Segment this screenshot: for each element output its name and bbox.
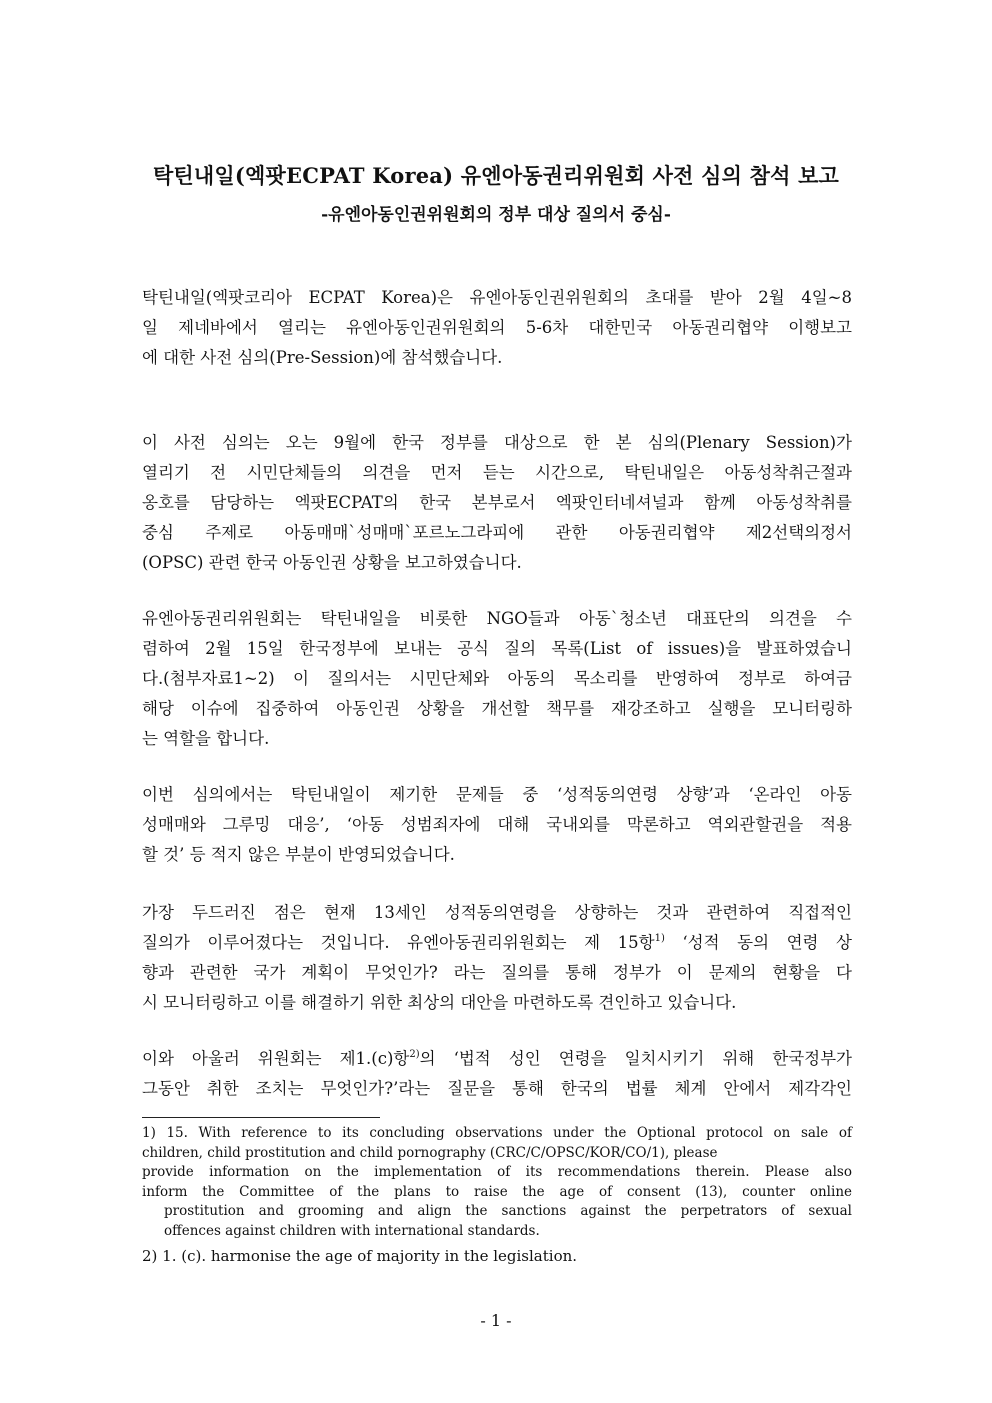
paragraph-4 bbox=[142, 780, 852, 870]
text-line: 중심 주제로 아동매매`성매매`포르노그라피에 관한 아동권리협약 제2선택의정서 bbox=[142, 523, 852, 542]
text-segment: 이와 아울러 위원회는 제1.(c)항 bbox=[142, 1049, 410, 1068]
page-number: - 1 - bbox=[480, 1311, 512, 1330]
document-subtitle: -유엔아동인권위원회의 정부 대상 질의서 중심- bbox=[321, 205, 671, 225]
text-line: 가장 두드러진 점은 현재 13세인 성적동의연령을 상향하는 것과 관련하여 직접적인 bbox=[142, 903, 852, 922]
footnote-divider bbox=[142, 1117, 380, 1118]
text-line: 시 모니터링하고 이를 해결하기 위한 최상의 대안을 마련하도록 견인하고 있습니다. bbox=[142, 993, 737, 1012]
text-line: 할 것’ 등 적지 않은 부분이 반영되었습니다. bbox=[142, 845, 455, 864]
text-line: 이 사전 심의는 오는 9월에 한국 정부를 대상으로 한 본 심의(Plenary Session)가 bbox=[142, 433, 852, 452]
footnote-1-line: prostitution and grooming and align the sanctions against the perpetrators of sexual bbox=[164, 1203, 852, 1219]
text-line: 일 제네바에서 열리는 유엔아동인권위원회의 5-6차 대한민국 아동권리협약 이행보고 bbox=[142, 318, 852, 337]
footnote-1-line: 1) 15. With reference to its concluding observations under the Optional protocol on sale of bbox=[142, 1125, 852, 1141]
text-line: 옹호를 담당하는 엑팟ECPAT의 한국 본부로서 엑팟인터네셔널과 함께 아동성착취를 bbox=[142, 493, 852, 512]
footnote-1-line: offences against children with international standards. bbox=[164, 1222, 540, 1239]
text-line: 탁틴내일(엑팟코리아 ECPAT Korea)은 유엔아동인권위원회의 초대를 받아 2월 4일~8 bbox=[142, 288, 852, 307]
text-line: 다.(첨부자료1~2) 이 질의서는 시민단체와 아동의 목소리를 반영하여 정부로 하여금 bbox=[142, 669, 852, 688]
footnote-1-line: inform the Committee of the plans to raise the age of consent (13), counter online bbox=[142, 1183, 852, 1200]
footnote-2: 2) 1. (c). harmonise the age of majority in the legislation. bbox=[142, 1247, 578, 1265]
text-line: 해당 이슈에 집중하여 아동인권 상황을 개선할 책무를 재강조하고 실행을 모니터링하 bbox=[142, 699, 852, 718]
text-segment: 의 ‘법적 성인 연령을 일치시키기 위해 한국정부가 bbox=[419, 1049, 852, 1068]
text-line: 이번 심의에서는 탁틴내일이 제기한 문제들 중 ‘성적동의연령 상향’과 ‘온라인 아동 bbox=[142, 785, 852, 804]
footnote-ref-2[interactable]: 2) bbox=[409, 1049, 420, 1060]
text-line: 성매매와 그루밍 대응’, ‘아동 성범죄자에 대해 국내외를 막론하고 역외관할권을 적용 bbox=[142, 815, 852, 834]
text-line: 그동안 취한 조치는 무엇인가?’라는 질문을 통해 한국의 법률 체계 안에서 제각각인 bbox=[142, 1079, 852, 1098]
text-line-with-footnote-ref bbox=[142, 928, 852, 958]
footnote-1-line: provide information on the implementation of its recommendations therein. Please also bbox=[142, 1164, 852, 1180]
document-title: 탁틴내일(엑팟ECPAT Korea) 유엔아동권리위원회 사전 심의 참석 보고 bbox=[152, 163, 840, 188]
text-line: 는 역할을 합니다. bbox=[142, 729, 270, 748]
paragraph-5 bbox=[142, 898, 852, 1018]
paragraph-1 bbox=[142, 283, 852, 373]
text-line: 렴하여 2월 15일 한국정부에 보내는 공식 질의 목록(List of issues)을 발표하였습니 bbox=[142, 639, 852, 658]
text-line-with-footnote-ref bbox=[142, 1044, 852, 1074]
text-line: (OPSC) 관련 한국 아동인권 상황을 보고하였습니다. bbox=[142, 553, 522, 572]
text-line: 에 대한 사전 심의(Pre-Session)에 참석했습니다. bbox=[142, 348, 503, 367]
text-line: 유엔아동권리위원회는 탁틴내일을 비롯한 NGO들과 아동`청소년 대표단의 의견을 수 bbox=[142, 609, 852, 628]
paragraph-6 bbox=[142, 1044, 852, 1104]
text-segment: ‘성적 동의 연령 상 bbox=[664, 933, 852, 952]
footnote-ref-1[interactable]: 1) bbox=[654, 933, 665, 944]
text-segment: 질의가 이루어졌다는 것입니다. 유엔아동권리위원회는 제 15항 bbox=[142, 933, 655, 952]
paragraph-2 bbox=[142, 428, 852, 578]
text-line: 열리기 전 시민단체들의 의견을 먼저 듣는 시간으로, 탁틴내일은 아동성착취근절과 bbox=[142, 463, 852, 482]
footnote-1-line: children, child prostitution and child pornography (CRC/C/OPSC/KOR/CO/1), please bbox=[142, 1144, 718, 1161]
footnotes bbox=[142, 1124, 852, 1267]
paragraph-3 bbox=[142, 604, 852, 754]
text-line: 향과 관련한 국가 계획이 무엇인가? 라는 질의를 통해 정부가 이 문제의 현황을 다 bbox=[142, 963, 852, 982]
